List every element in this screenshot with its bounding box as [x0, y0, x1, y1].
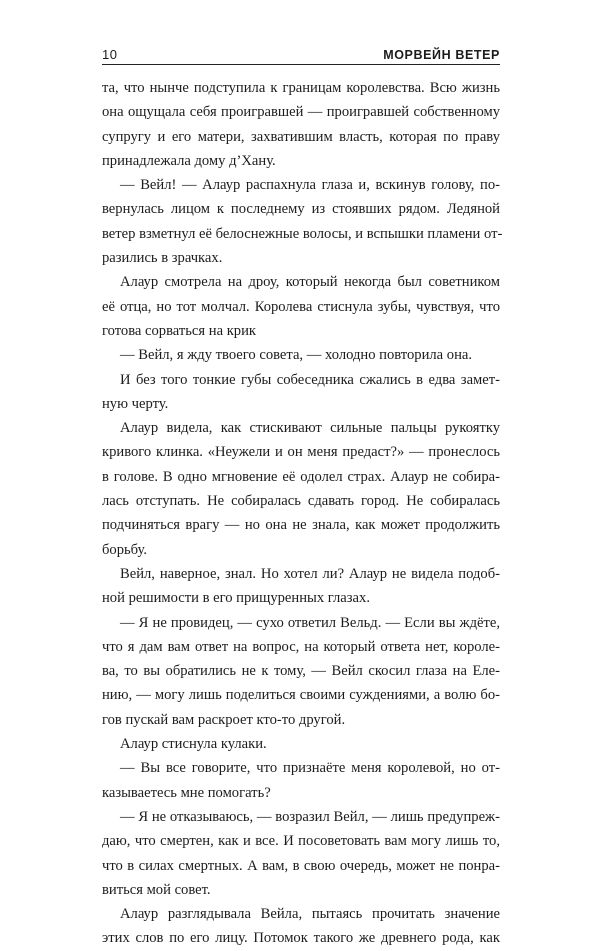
text-line: кривого клинка. «Неужели и он меня предаст?» — пронеслось: [102, 444, 500, 461]
text-line: казываетесь мне помогать?: [102, 784, 271, 801]
text-line: — Я не отказываюсь, — возразил Вейл, — лишь предупреж-: [120, 808, 500, 825]
text-line: борьбу.: [102, 541, 148, 558]
text-line: что я дам вам ответ на вопрос, на который ответа нет, короле-: [102, 638, 500, 655]
text-line: этих слов по его лицу. Потомок такого же древнего рода, как: [102, 930, 500, 947]
text-line: — Я не провидец, — сухо ответил Вельд. — Если вы ждёте,: [120, 614, 500, 631]
text-line: Алаур стиснула кулаки.: [120, 736, 267, 753]
text-line: Алаур видела, как стискивают сильные пальцы рукоятку: [120, 420, 500, 437]
text-line: Алаур смотрела на дроу, который некогда был советником: [120, 274, 500, 291]
text-line: её отца, но тот молчал. Королева стиснула зубы, чувствуя, что: [102, 298, 500, 315]
text-line: — Вейл, я жду твоего совета, — холодно повторила она.: [120, 347, 473, 364]
text-line: лась отступать. Не собиралась сдавать город. Не собиралась: [102, 493, 500, 510]
text-line: ва, то вы обратились не к тому, — Вейл скосил глаза на Еле-: [102, 663, 500, 680]
text-line: даю, что смертен, как и все. И посоветовать вам могу лишь то,: [102, 833, 500, 850]
text-line: Вейл, наверное, знал. Но хотел ли? Алаур не видела подоб-: [120, 565, 500, 582]
text-line: супругу и его матери, захватившим власть, которая по праву: [102, 128, 500, 145]
text-line: принадлежала дому д’Хану.: [102, 152, 276, 169]
text-line: подчиняться врагу — но она не знала, как может продолжить: [102, 517, 500, 534]
text-line: — Вейл! — Алаур распахнула глаза и, вскинув голову, по-: [120, 177, 500, 194]
text-line: готова сорваться на крик: [102, 322, 256, 339]
text-line: ветер взметнул её белоснежные волосы, и вспышки пламени от-: [102, 225, 503, 242]
text-line: Алаур разглядывала Вейла, пытаясь прочитать значение: [120, 906, 500, 923]
text-line: ной решимости в его прищуренных глазах.: [102, 590, 370, 607]
text-line: гов пускай вам раскроет кто-то другой.: [102, 711, 346, 728]
text-line: та, что нынче подступила к границам королевства. Всю жизнь: [102, 80, 500, 96]
text-line: И без того тонкие губы собеседника сжались в едва замет-: [120, 371, 500, 388]
text-line: ную черту.: [102, 395, 169, 412]
text-line: что в силах смертных. А вам, в свою очередь, может не понра-: [102, 857, 500, 874]
text-line: нию, — могу лишь поделиться своими суждениями, а волю бо-: [102, 687, 500, 704]
text-line: — Вы все говорите, что признаёте меня королевой, но от-: [120, 760, 500, 777]
body-text: [102, 76, 503, 951]
text-line: в голове. В одно мгновение её одолел страх. Алаур не собира-: [102, 468, 500, 485]
text-line: вернулась лицом к последнему из стоявших рядом. Ледяной: [102, 201, 500, 218]
page-number: 10: [102, 47, 118, 62]
running-title: МОРВЕЙН ВЕТЕР: [383, 48, 500, 62]
text-line: она ощущала себя проигравшей — проигравшей собственному: [102, 104, 500, 121]
text-line: разились в зрачках.: [102, 250, 223, 267]
text-line: виться мой совет.: [102, 881, 211, 898]
running-header: [102, 40, 500, 65]
